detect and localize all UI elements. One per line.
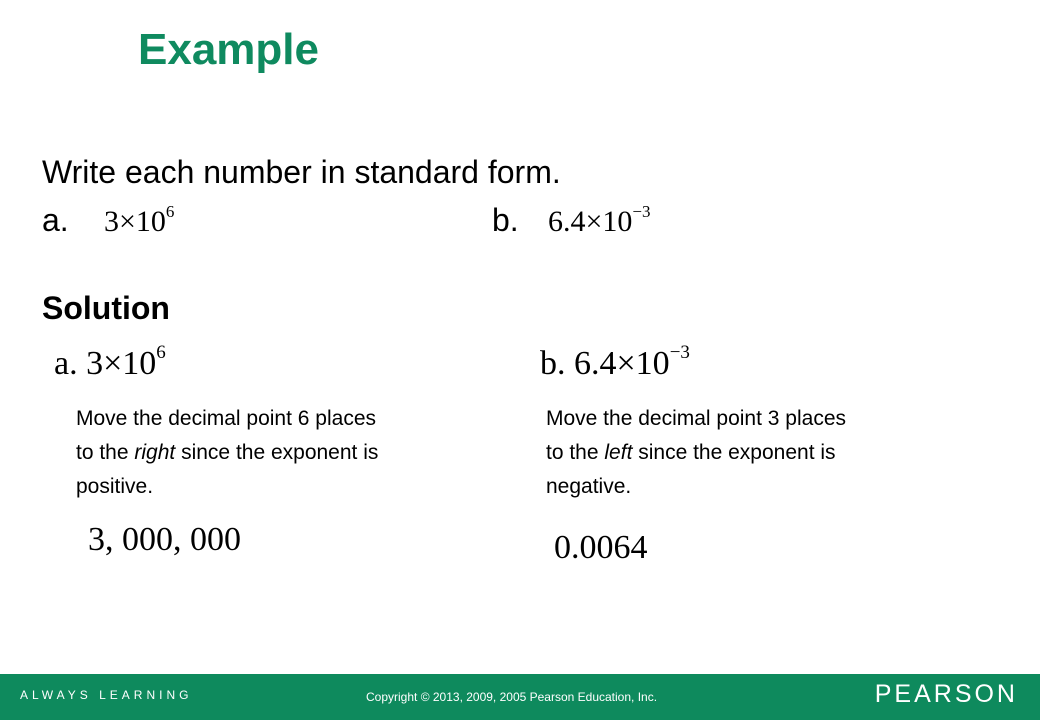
solution-a-expression — [54, 344, 166, 384]
solution-b-note-after: since the exponent is negative. — [546, 441, 836, 498]
solution-a-exponent: 6 — [156, 342, 166, 363]
solution-a-note-before: Move the decimal point 6 places to the — [76, 407, 376, 464]
solution-a-note-after: since the exponent is positive. — [76, 441, 379, 498]
problem-a-expression — [104, 204, 174, 240]
solution-a-base: a. 3×10 — [54, 345, 157, 382]
footer-bar — [0, 674, 1040, 720]
solution-b-exponent: −3 — [669, 342, 690, 363]
problem-a-base: 3×10 — [104, 205, 166, 238]
problem-b-expression — [548, 204, 651, 240]
problem-a-label: a. — [42, 202, 69, 238]
problem-a-exponent: 6 — [165, 202, 175, 221]
footer-copyright: Copyright © 2013, 2009, 2005 Pearson Education, Inc. — [366, 690, 658, 704]
solution-heading: Solution — [42, 290, 170, 326]
solution-b-answer: 0.0064 — [554, 529, 648, 566]
pearson-logo: PEARSON — [874, 680, 1018, 708]
solution-b-note-before: Move the decimal point 3 places to the — [546, 407, 846, 464]
solution-b-expression — [540, 344, 690, 384]
solution-b-note — [546, 402, 866, 504]
problem-b-label: b. — [492, 202, 519, 238]
solution-a-answer: 3, 000, 000 — [88, 521, 241, 558]
footer-tagline: ALWAYS LEARNING — [20, 688, 193, 702]
problem-b-base: 6.4×10 — [548, 205, 633, 238]
problem-b-exponent: −3 — [632, 202, 651, 221]
solution-a-note — [76, 402, 396, 504]
solution-b-note-emphasis: left — [604, 441, 633, 464]
solution-a-note-emphasis: right — [134, 441, 176, 464]
slide-title: Example — [138, 25, 319, 74]
solution-b-base: b. 6.4×10 — [540, 345, 670, 382]
problem-prompt: Write each number in standard form. — [42, 154, 561, 190]
